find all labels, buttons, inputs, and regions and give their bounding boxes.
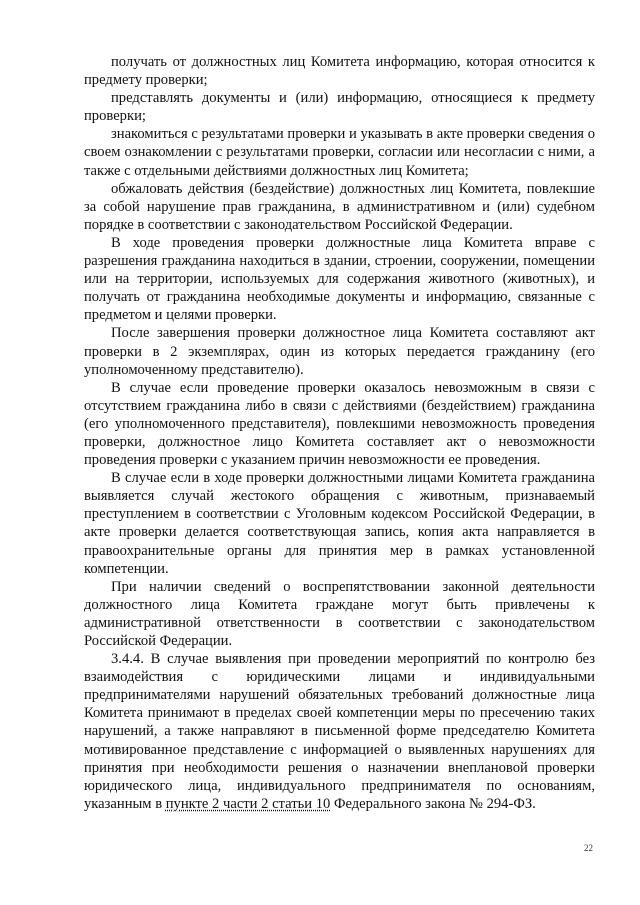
paragraph-text: Федерального закона № 294-ФЗ. — [330, 795, 536, 812]
paragraph: В случае если проведение проверки оказалось невозможным в связи с отсутствием гражданина либо в связи с действиями (бездействием) гражданина (его уполномоченного представителя), повлекшими невозможность проведения проверки, должностное лицо Комитета составляет акт о невозможности проведения проверки с указанием причин невозможности ее проведения. — [84, 379, 595, 469]
paragraph: знакомиться с результатами проверки и указывать в акте проверки сведения о своем ознакомлении с результатами проверки, согласии или несогласии с ними, а также с отдельными действиями должностных лиц Комитета; — [84, 126, 595, 179]
paragraph: В случае если в ходе проверки должностными лицами Комитета гражданина выявляется случай жестокого обращения с животным, признаваемый преступлением в соответствии с Уголовным кодексом Российской Федерации, в акте проверки делается соответствующая запись, копия акта направляется в правоохранительные органы для принятия мер в рамках установленной компетенции. — [84, 470, 595, 577]
paragraph: обжаловать действия (бездействие) должностных лиц Комитета, повлекшие за собой нарушение прав гражданина, в административном и (или) судебном порядке в соответствии с законодательством Российской Федерации. — [84, 180, 595, 233]
paragraph-final — [84, 650, 595, 813]
paragraph: При наличии сведений о воспрепятствовании законной деятельности должностного лица Комитета граждане могут быть привлечены к административной ответственности в соответствии с законодательством Российской Федерации. — [84, 578, 595, 649]
document-body — [84, 53, 595, 813]
law-reference-link[interactable]: пункте 2 части 2 статьи 10 — [165, 795, 331, 812]
page-number: 22 — [584, 843, 593, 853]
paragraph: получать от должностных лиц Комитета информацию, которая относится к предмету проверки; — [84, 54, 595, 89]
paragraph-text: 3.4.4. В случае выявления при проведении мероприятий по контролю без взаимодействия с юридическими лицами и индивидуальными предпринимателями нарушений обязательных требований должностные лица Комитета принимают в пределах своей компетенции меры по пресечению таких нарушений, а также направляют в письменной форме председателю Комитета мотивированное представление с информацией о выявленных нарушениях для принятия при необходимости решения о назначении внеплановой проверки юридического лица, индивидуального предпринимателя по основаниям, указанным в — [84, 651, 595, 812]
paragraph: После завершения проверки должностное лица Комитета составляют акт проверки в 2 экземплярах, один из которых передается гражданину (его уполномоченному представителю). — [84, 325, 595, 378]
paragraph: В ходе проведения проверки должностные лица Комитета вправе с разрешения гражданина находиться в здании, строении, сооружении, помещении или на территории, используемых для содержания животного (животных), и получать от гражданина необходимые документы и информацию, связанные с предметом и целями проверки. — [84, 234, 595, 324]
paragraph: представлять документы и (или) информацию, относящиеся к предмету проверки; — [84, 90, 595, 125]
